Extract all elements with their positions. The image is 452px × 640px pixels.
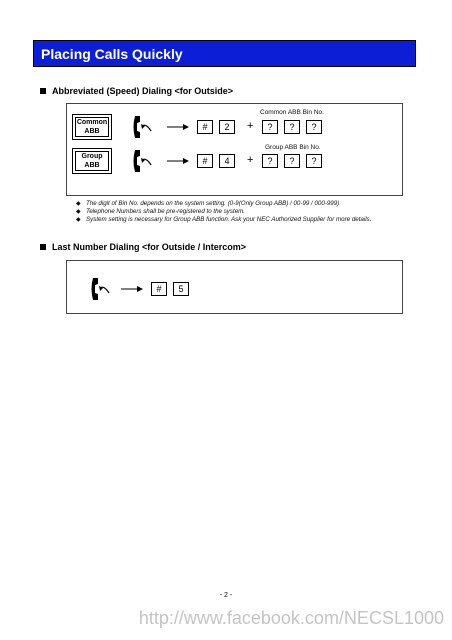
right-arrow-icon xyxy=(167,157,189,165)
bullet-square-icon xyxy=(40,88,46,94)
section-heading-abbreviated xyxy=(40,86,233,96)
key-4: 4 xyxy=(219,154,235,168)
group-abb-bin-caption: Group ABB Bin No. xyxy=(265,144,321,151)
note-item: ◆ System setting is necessary for Group ABB function. Ask your NEC Authorized Supplier for more details. xyxy=(76,216,394,224)
key-hash: # xyxy=(197,154,213,168)
plus-sign: + xyxy=(247,120,254,132)
section-heading-last-number xyxy=(40,242,246,252)
bin-digit-key: ? xyxy=(262,154,278,168)
right-arrow-icon xyxy=(121,285,143,293)
last-number-dialing-panel xyxy=(66,260,403,314)
key-hash: # xyxy=(197,120,213,134)
handset-icon xyxy=(89,276,113,302)
right-arrow-icon xyxy=(167,123,189,131)
bin-digit-key: ? xyxy=(306,154,322,168)
group-abb-label-line2: ABB xyxy=(84,162,100,169)
section-heading-last-number-text: Last Number Dialing <for Outside / Intercom> xyxy=(52,242,247,252)
note-item: ◆ The digit of Bin No. depends on the system setting. (0-9(Only Group ABB) / 00-99 / 000-999) xyxy=(76,200,394,208)
plus-sign: + xyxy=(247,154,254,166)
watermark-text: http://www.facebook.com/NECSL1000 xyxy=(138,608,444,628)
common-abb-label xyxy=(72,114,112,140)
key-hash: # xyxy=(151,282,167,296)
page-title-banner xyxy=(33,40,416,67)
section-heading-abbreviated-text: Abbreviated (Speed) Dialing <for Outside> xyxy=(52,86,234,96)
bullet-square-icon xyxy=(40,244,46,250)
bin-digit-key: ? xyxy=(284,120,300,134)
group-abb-label-line1: Group xyxy=(81,153,103,160)
key-2: 2 xyxy=(219,120,235,134)
common-abb-label-line1: Common xyxy=(76,119,108,126)
handset-icon xyxy=(131,148,155,174)
notes-list xyxy=(76,200,394,224)
group-abb-label xyxy=(72,148,112,174)
common-abb-label-line2: ABB xyxy=(84,128,100,135)
bin-digit-key: ? xyxy=(284,154,300,168)
handset-icon xyxy=(131,114,155,140)
abbreviated-dialing-panel xyxy=(66,103,403,196)
bin-digit-key: ? xyxy=(306,120,322,134)
common-abb-bin-caption: Common ABB Bin No. xyxy=(260,109,324,116)
key-5: 5 xyxy=(173,282,189,296)
page-title: Placing Calls Quickly xyxy=(41,46,183,62)
page-number: - 2 - xyxy=(219,592,233,599)
note-item: ◆ Telephone Numbers shall be pre-registered to the system. xyxy=(76,208,394,216)
bin-digit-key: ? xyxy=(262,120,278,134)
